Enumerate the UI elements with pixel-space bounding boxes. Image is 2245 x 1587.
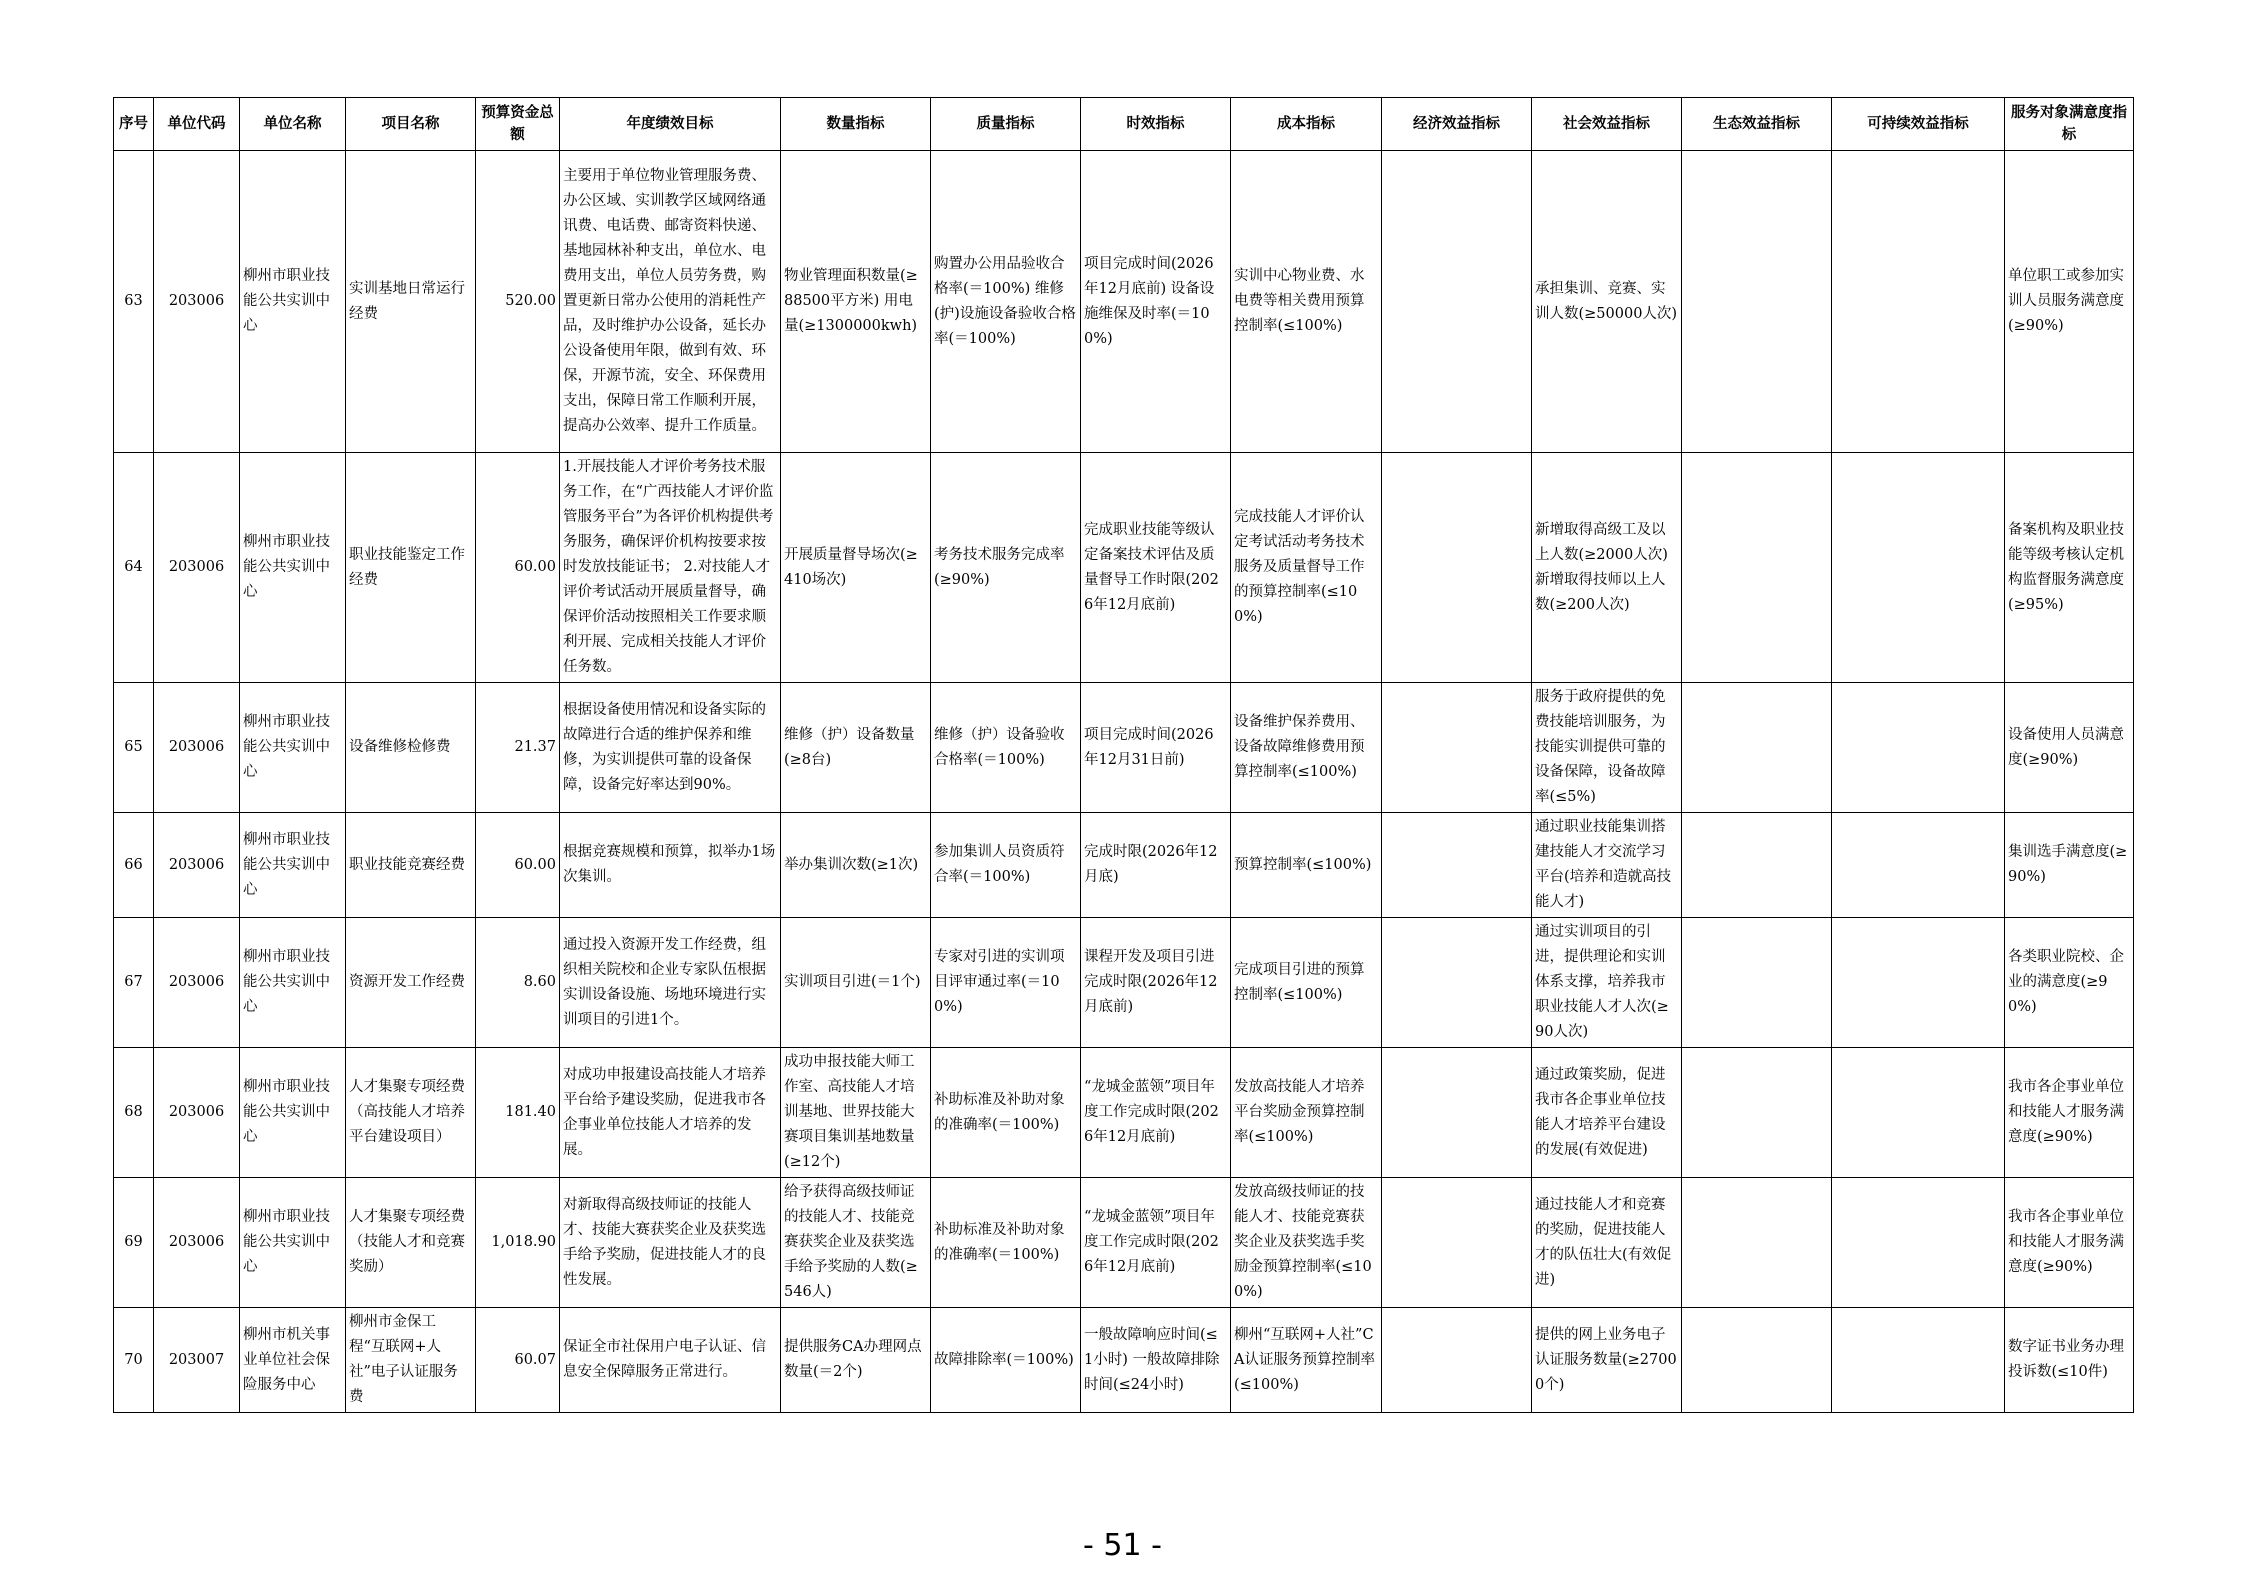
table-row — [114, 1048, 2134, 1178]
header-satisfaction: 服务对象满意度指标 — [2005, 98, 2134, 151]
cell-quantity: 开展质量督导场次(≥410场次) — [781, 453, 931, 683]
cell-unit-name: 柳州市职业技能公共实训中心 — [240, 1048, 346, 1178]
cell-seq: 70 — [114, 1308, 154, 1413]
cell-social: 承担集训、竞赛、实训人数(≥50000人次) — [1532, 151, 1682, 453]
header-project-name: 项目名称 — [346, 98, 476, 151]
cell-project-name: 人才集聚专项经费（技能人才和竞赛奖励） — [346, 1178, 476, 1308]
header-budget: 预算资金总额 — [476, 98, 560, 151]
cell-social: 服务于政府提供的免费技能培训服务，为技能实训提供可靠的设备保障，设备故障率(≤5%) — [1532, 683, 1682, 813]
cell-social: 提供的网上业务电子认证服务数量(≥27000个) — [1532, 1308, 1682, 1413]
cell-seq: 69 — [114, 1178, 154, 1308]
cell-ecological — [1682, 1178, 1832, 1308]
cell-timeliness: “龙城金蓝领”项目年度工作完成时限(2026年12月底前) — [1081, 1178, 1231, 1308]
cell-budget: 1,018.90 — [476, 1178, 560, 1308]
cell-unit-name: 柳州市职业技能公共实训中心 — [240, 453, 346, 683]
cell-sustainable — [1832, 683, 2005, 813]
cell-budget: 60.00 — [476, 813, 560, 918]
cell-project-name: 实训基地日常运行经费 — [346, 151, 476, 453]
header-unit-code: 单位代码 — [154, 98, 240, 151]
cell-unit-code: 203006 — [154, 1048, 240, 1178]
cell-annual-goal: 通过投入资源开发工作经费，组织相关院校和企业专家队伍根据实训设备设施、场地环境进行实训项目的引进1个。 — [560, 918, 781, 1048]
cell-social: 通过政策奖励，促进我市各企事业单位技能人才培养平台建设的发展(有效促进) — [1532, 1048, 1682, 1178]
cell-satisfaction: 我市各企事业单位和技能人才服务满意度(≥90%) — [2005, 1048, 2134, 1178]
performance-table — [113, 97, 2134, 1413]
cell-economic — [1382, 151, 1532, 453]
cell-cost: 发放高技能人才培养平台奖励金预算控制率(≤100%) — [1231, 1048, 1382, 1178]
cell-timeliness: 完成时限(2026年12月底) — [1081, 813, 1231, 918]
cell-quantity: 成功申报技能大师工作室、高技能人才培训基地、世界技能大赛项目集训基地数量(≥12个) — [781, 1048, 931, 1178]
cell-ecological — [1682, 1308, 1832, 1413]
cell-unit-name: 柳州市职业技能公共实训中心 — [240, 918, 346, 1048]
cell-project-name: 设备维修检修费 — [346, 683, 476, 813]
cell-economic — [1382, 918, 1532, 1048]
cell-satisfaction: 数字证书业务办理投诉数(≤10件) — [2005, 1308, 2134, 1413]
cell-cost: 柳州“互联网+人社”CA认证服务预算控制率(≤100%) — [1231, 1308, 1382, 1413]
cell-quality: 补助标准及补助对象的准确率(＝100%) — [931, 1178, 1081, 1308]
cell-seq: 65 — [114, 683, 154, 813]
cell-quantity: 实训项目引进(＝1个) — [781, 918, 931, 1048]
cell-cost: 完成技能人才评价认定考试活动考务技术服务及质量督导工作的预算控制率(≤100%) — [1231, 453, 1382, 683]
cell-satisfaction: 单位职工或参加实训人员服务满意度(≥90%) — [2005, 151, 2134, 453]
table-row — [114, 151, 2134, 453]
cell-seq: 63 — [114, 151, 154, 453]
cell-satisfaction: 设备使用人员满意度(≥90%) — [2005, 683, 2134, 813]
header-timeliness: 时效指标 — [1081, 98, 1231, 151]
cell-ecological — [1682, 813, 1832, 918]
header-ecological: 生态效益指标 — [1682, 98, 1832, 151]
cell-sustainable — [1832, 918, 2005, 1048]
cell-timeliness: “龙城金蓝领”项目年度工作完成时限(2026年12月底前) — [1081, 1048, 1231, 1178]
cell-unit-code: 203006 — [154, 683, 240, 813]
cell-project-name: 柳州市金保工程“互联网+人社”电子认证服务费 — [346, 1308, 476, 1413]
cell-timeliness: 项目完成时间(2026年12月31日前) — [1081, 683, 1231, 813]
cell-annual-goal: 根据设备使用情况和设备实际的故障进行合适的维护保养和维修，为实训提供可靠的设备保障，设备完好率达到90%。 — [560, 683, 781, 813]
cell-economic — [1382, 683, 1532, 813]
cell-seq: 68 — [114, 1048, 154, 1178]
cell-budget: 60.00 — [476, 453, 560, 683]
cell-budget: 181.40 — [476, 1048, 560, 1178]
cell-budget: 520.00 — [476, 151, 560, 453]
cell-ecological — [1682, 151, 1832, 453]
cell-annual-goal: 对新取得高级技师证的技能人才、技能大赛获奖企业及获奖选手给予奖励，促进技能人才的良性发展。 — [560, 1178, 781, 1308]
cell-unit-name: 柳州市机关事业单位社会保险服务中心 — [240, 1308, 346, 1413]
cell-project-name: 资源开发工作经费 — [346, 918, 476, 1048]
cell-unit-code: 203006 — [154, 1178, 240, 1308]
table-row — [114, 683, 2134, 813]
cell-sustainable — [1832, 151, 2005, 453]
cell-timeliness: 完成职业技能等级认定备案技术评估及质量督导工作时限(2026年12月底前) — [1081, 453, 1231, 683]
cell-quality: 专家对引进的实训项目评审通过率(＝100%) — [931, 918, 1081, 1048]
cell-unit-code: 203006 — [154, 813, 240, 918]
cell-satisfaction: 集训选手满意度(≥90%) — [2005, 813, 2134, 918]
cell-satisfaction: 备案机构及职业技能等级考核认定机构监督服务满意度(≥95%) — [2005, 453, 2134, 683]
cell-unit-code: 203006 — [154, 151, 240, 453]
cell-social: 新增取得高级工及以上人数(≥2000人次) 新增取得技师以上人数(≥200人次) — [1532, 453, 1682, 683]
cell-quality: 维修（护）设备验收合格率(＝100%) — [931, 683, 1081, 813]
header-row — [114, 98, 2134, 151]
cell-cost: 设备维护保养费用、设备故障维修费用预算控制率(≤100%) — [1231, 683, 1382, 813]
cell-annual-goal: 对成功申报建设高技能人才培养平台给予建设奖励，促进我市各企事业单位技能人才培养的发展。 — [560, 1048, 781, 1178]
cell-quantity: 提供服务CA办理网点数量(＝2个) — [781, 1308, 931, 1413]
cell-quantity: 物业管理面积数量(≥88500平方米) 用电量(≥1300000kwh) — [781, 151, 931, 453]
table-row — [114, 453, 2134, 683]
cell-quality: 故障排除率(＝100%) — [931, 1308, 1081, 1413]
cell-sustainable — [1832, 453, 2005, 683]
cell-quantity: 举办集训次数(≥1次) — [781, 813, 931, 918]
cell-quality: 购置办公用品验收合格率(＝100%) 维修(护)设施设备验收合格率(＝100%) — [931, 151, 1081, 453]
cell-satisfaction: 各类职业院校、企业的满意度(≥90%) — [2005, 918, 2134, 1048]
page-number: - 51 - — [1083, 1528, 1162, 1563]
header-unit-name: 单位名称 — [240, 98, 346, 151]
cell-timeliness: 项目完成时间(2026年12月底前) 设备设施维保及时率(＝100%) — [1081, 151, 1231, 453]
cell-annual-goal: 主要用于单位物业管理服务费、办公区域、实训教学区域网络通讯费、电话费、邮寄资料快递、基地园林补种支出，单位水、电费用支出，单位人员劳务费，购置更新日常办公使用的消耗性产品，及时维护办公设备，延长办公设备使用年限，做到有效、环保，开源节流，安全、环保费用支出，保障日常工作顺利开展，提高办公效率、提升工作质量。 — [560, 151, 781, 453]
cell-project-name: 人才集聚专项经费（高技能人才培养平台建设项目） — [346, 1048, 476, 1178]
cell-unit-code: 203006 — [154, 453, 240, 683]
header-economic: 经济效益指标 — [1382, 98, 1532, 151]
cell-seq: 66 — [114, 813, 154, 918]
cell-economic — [1382, 1308, 1532, 1413]
cell-social: 通过职业技能集训搭建技能人才交流学习平台(培养和造就高技能人才) — [1532, 813, 1682, 918]
cell-budget: 21.37 — [476, 683, 560, 813]
cell-sustainable — [1832, 1308, 2005, 1413]
cell-unit-name: 柳州市职业技能公共实训中心 — [240, 1178, 346, 1308]
cell-ecological — [1682, 683, 1832, 813]
cell-cost: 预算控制率(≤100%) — [1231, 813, 1382, 918]
cell-social: 通过技能人才和竞赛的奖励，促进技能人才的队伍壮大(有效促进) — [1532, 1178, 1682, 1308]
cell-economic — [1382, 1048, 1532, 1178]
header-cost: 成本指标 — [1231, 98, 1382, 151]
cell-annual-goal: 1.开展技能人才评价考务技术服务工作，在“广西技能人才评价监管服务平台”为各评价机构提供考务服务，确保评价机构按要求按时发放技能证书； 2.对技能人才评价考试活动开展质量督导，确保评价活动按照相关工作要求顺利开展、完成相关技能人才评价任务数。 — [560, 453, 781, 683]
cell-timeliness: 一般故障响应时间(≤1小时) 一般故障排除时间(≤24小时) — [1081, 1308, 1231, 1413]
cell-budget: 60.07 — [476, 1308, 560, 1413]
cell-unit-code: 203007 — [154, 1308, 240, 1413]
cell-quantity: 给予获得高级技师证的技能人才、技能竞赛获奖企业及获奖选手给予奖励的人数(≥546人) — [781, 1178, 931, 1308]
cell-unit-name: 柳州市职业技能公共实训中心 — [240, 813, 346, 918]
cell-cost: 完成项目引进的预算控制率(≤100%) — [1231, 918, 1382, 1048]
cell-ecological — [1682, 453, 1832, 683]
table-row — [114, 813, 2134, 918]
cell-quality: 考务技术服务完成率(≥90%) — [931, 453, 1081, 683]
cell-quality: 参加集训人员资质符合率(＝100%) — [931, 813, 1081, 918]
cell-quality: 补助标准及补助对象的准确率(＝100%) — [931, 1048, 1081, 1178]
cell-sustainable — [1832, 1178, 2005, 1308]
cell-sustainable — [1832, 1048, 2005, 1178]
header-quantity: 数量指标 — [781, 98, 931, 151]
cell-sustainable — [1832, 813, 2005, 918]
cell-cost: 实训中心物业费、水电费等相关费用预算控制率(≤100%) — [1231, 151, 1382, 453]
header-sustainable: 可持续效益指标 — [1832, 98, 2005, 151]
header-quality: 质量指标 — [931, 98, 1081, 151]
cell-quantity: 维修（护）设备数量(≥8台) — [781, 683, 931, 813]
header-seq: 序号 — [114, 98, 154, 151]
cell-ecological — [1682, 1048, 1832, 1178]
cell-unit-code: 203006 — [154, 918, 240, 1048]
cell-timeliness: 课程开发及项目引进完成时限(2026年12月底前) — [1081, 918, 1231, 1048]
cell-project-name: 职业技能竞赛经费 — [346, 813, 476, 918]
cell-annual-goal: 保证全市社保用户电子认证、信息安全保障服务正常进行。 — [560, 1308, 781, 1413]
cell-economic — [1382, 1178, 1532, 1308]
header-annual-goal: 年度绩效目标 — [560, 98, 781, 151]
cell-annual-goal: 根据竞赛规模和预算，拟举办1场次集训。 — [560, 813, 781, 918]
cell-budget: 8.60 — [476, 918, 560, 1048]
cell-seq: 64 — [114, 453, 154, 683]
cell-project-name: 职业技能鉴定工作经费 — [346, 453, 476, 683]
table-row — [114, 1178, 2134, 1308]
cell-seq: 67 — [114, 918, 154, 1048]
cell-ecological — [1682, 918, 1832, 1048]
cell-cost: 发放高级技师证的技能人才、技能竞赛获奖企业及获奖选手奖励金预算控制率(≤100%) — [1231, 1178, 1382, 1308]
cell-social: 通过实训项目的引进，提供理论和实训体系支撑，培养我市职业技能人才人次(≥90人次) — [1532, 918, 1682, 1048]
cell-economic — [1382, 813, 1532, 918]
cell-satisfaction: 我市各企事业单位和技能人才服务满意度(≥90%) — [2005, 1178, 2134, 1308]
cell-unit-name: 柳州市职业技能公共实训中心 — [240, 683, 346, 813]
cell-economic — [1382, 453, 1532, 683]
header-social: 社会效益指标 — [1532, 98, 1682, 151]
table-row — [114, 1308, 2134, 1413]
table-row — [114, 918, 2134, 1048]
cell-unit-name: 柳州市职业技能公共实训中心 — [240, 151, 346, 453]
